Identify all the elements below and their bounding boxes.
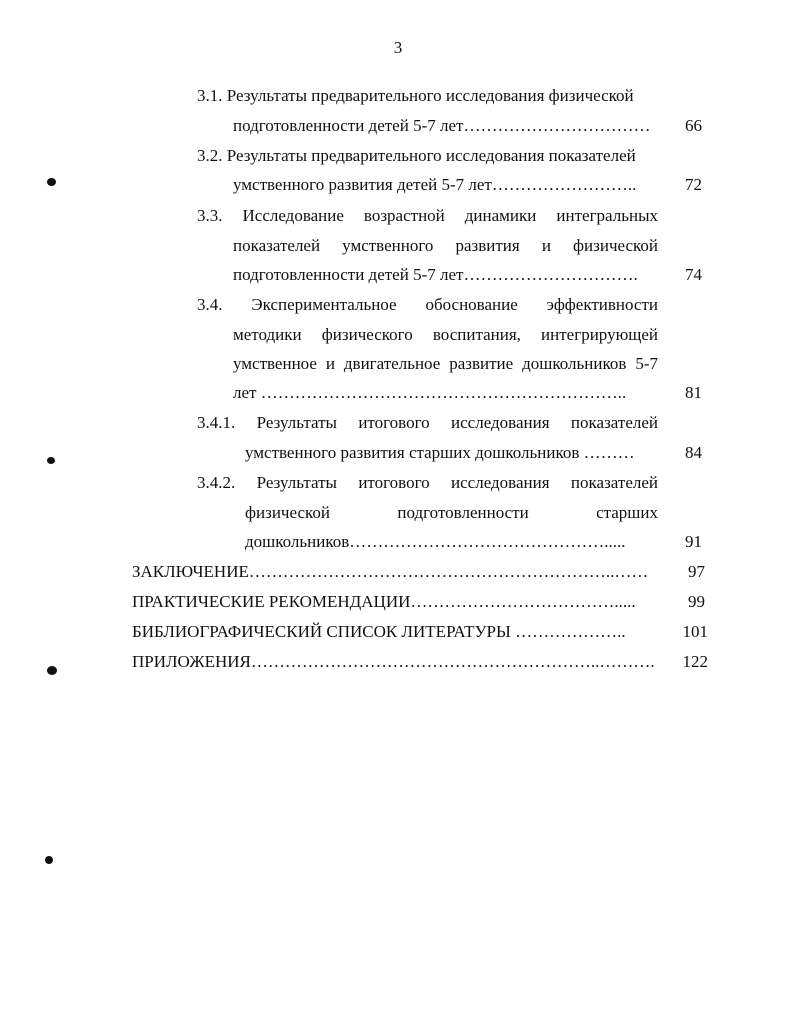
toc-entry-line: ПРИЛОЖЕНИЯ……………………………………………………..………. (132, 652, 655, 671)
toc-page-number: 72 (685, 175, 702, 194)
toc-page-number: 81 (685, 383, 702, 402)
toc-entry-line: умственного развития детей 5-7 лет…………………….. (233, 175, 637, 194)
toc-entry-line: дошкольников………………………………………..... (245, 532, 626, 551)
toc-entry-line: 3.2. Результаты предварительного исследования показателей (197, 146, 636, 165)
toc-page-number: 84 (685, 443, 702, 462)
toc-entry-line: 3.4.1. Результаты итогового исследования показателей (197, 413, 658, 432)
toc-entry-line: ПРАКТИЧЕСКИЕ РЕКОМЕНДАЦИИ………………………………..... (132, 592, 636, 611)
scan-speck (47, 666, 57, 675)
toc-page-number: 97 (688, 562, 705, 581)
toc-entry-line: методики физического воспитания, интегрирующей (233, 325, 658, 344)
scan-speck (47, 178, 56, 186)
toc-entry-line: показателей умственного развития и физической (233, 236, 658, 255)
toc-entry-line: БИБЛИОГРАФИЧЕСКИЙ СПИСОК ЛИТЕРАТУРЫ ……………….. (132, 622, 626, 641)
page-number: 3 (393, 38, 403, 57)
toc-page-number: 66 (685, 116, 702, 135)
scan-speck (47, 457, 55, 464)
toc-page-number: 99 (688, 592, 705, 611)
toc-entry-line: 3.4.2. Результаты итогового исследования показателей (197, 473, 658, 492)
toc-entry-line: умственное и двигательное развитие дошкольников 5-7 (233, 354, 658, 373)
toc-page-number: 101 (682, 622, 708, 641)
toc-entry-line: ЗАКЛЮЧЕНИЕ………………………………………………………..…… (132, 562, 649, 581)
toc-page-number: 91 (685, 532, 702, 551)
toc-entry-line: 3.4. Экспериментальное обоснование эффективности (197, 295, 658, 314)
toc-entry-line: умственного развития старших дошкольников ……… (245, 443, 635, 462)
toc-entry-line: подготовленности детей 5-7 лет…………………………. (233, 265, 638, 284)
toc-page-number: 74 (685, 265, 702, 284)
toc-page-number: 122 (682, 652, 708, 671)
toc-entry-line: 3.1. Результаты предварительного исследования физической (197, 86, 634, 105)
toc-entry-line: физической подготовленности старших (245, 503, 658, 522)
scan-speck (45, 856, 53, 864)
toc-entry-line: лет ……………………………………………………….. (233, 383, 627, 402)
toc-entry-line: 3.3. Исследование возрастной динамики интегральных (197, 206, 658, 225)
toc-entry-line: подготовленности детей 5-7 лет…………………………… (233, 116, 651, 135)
